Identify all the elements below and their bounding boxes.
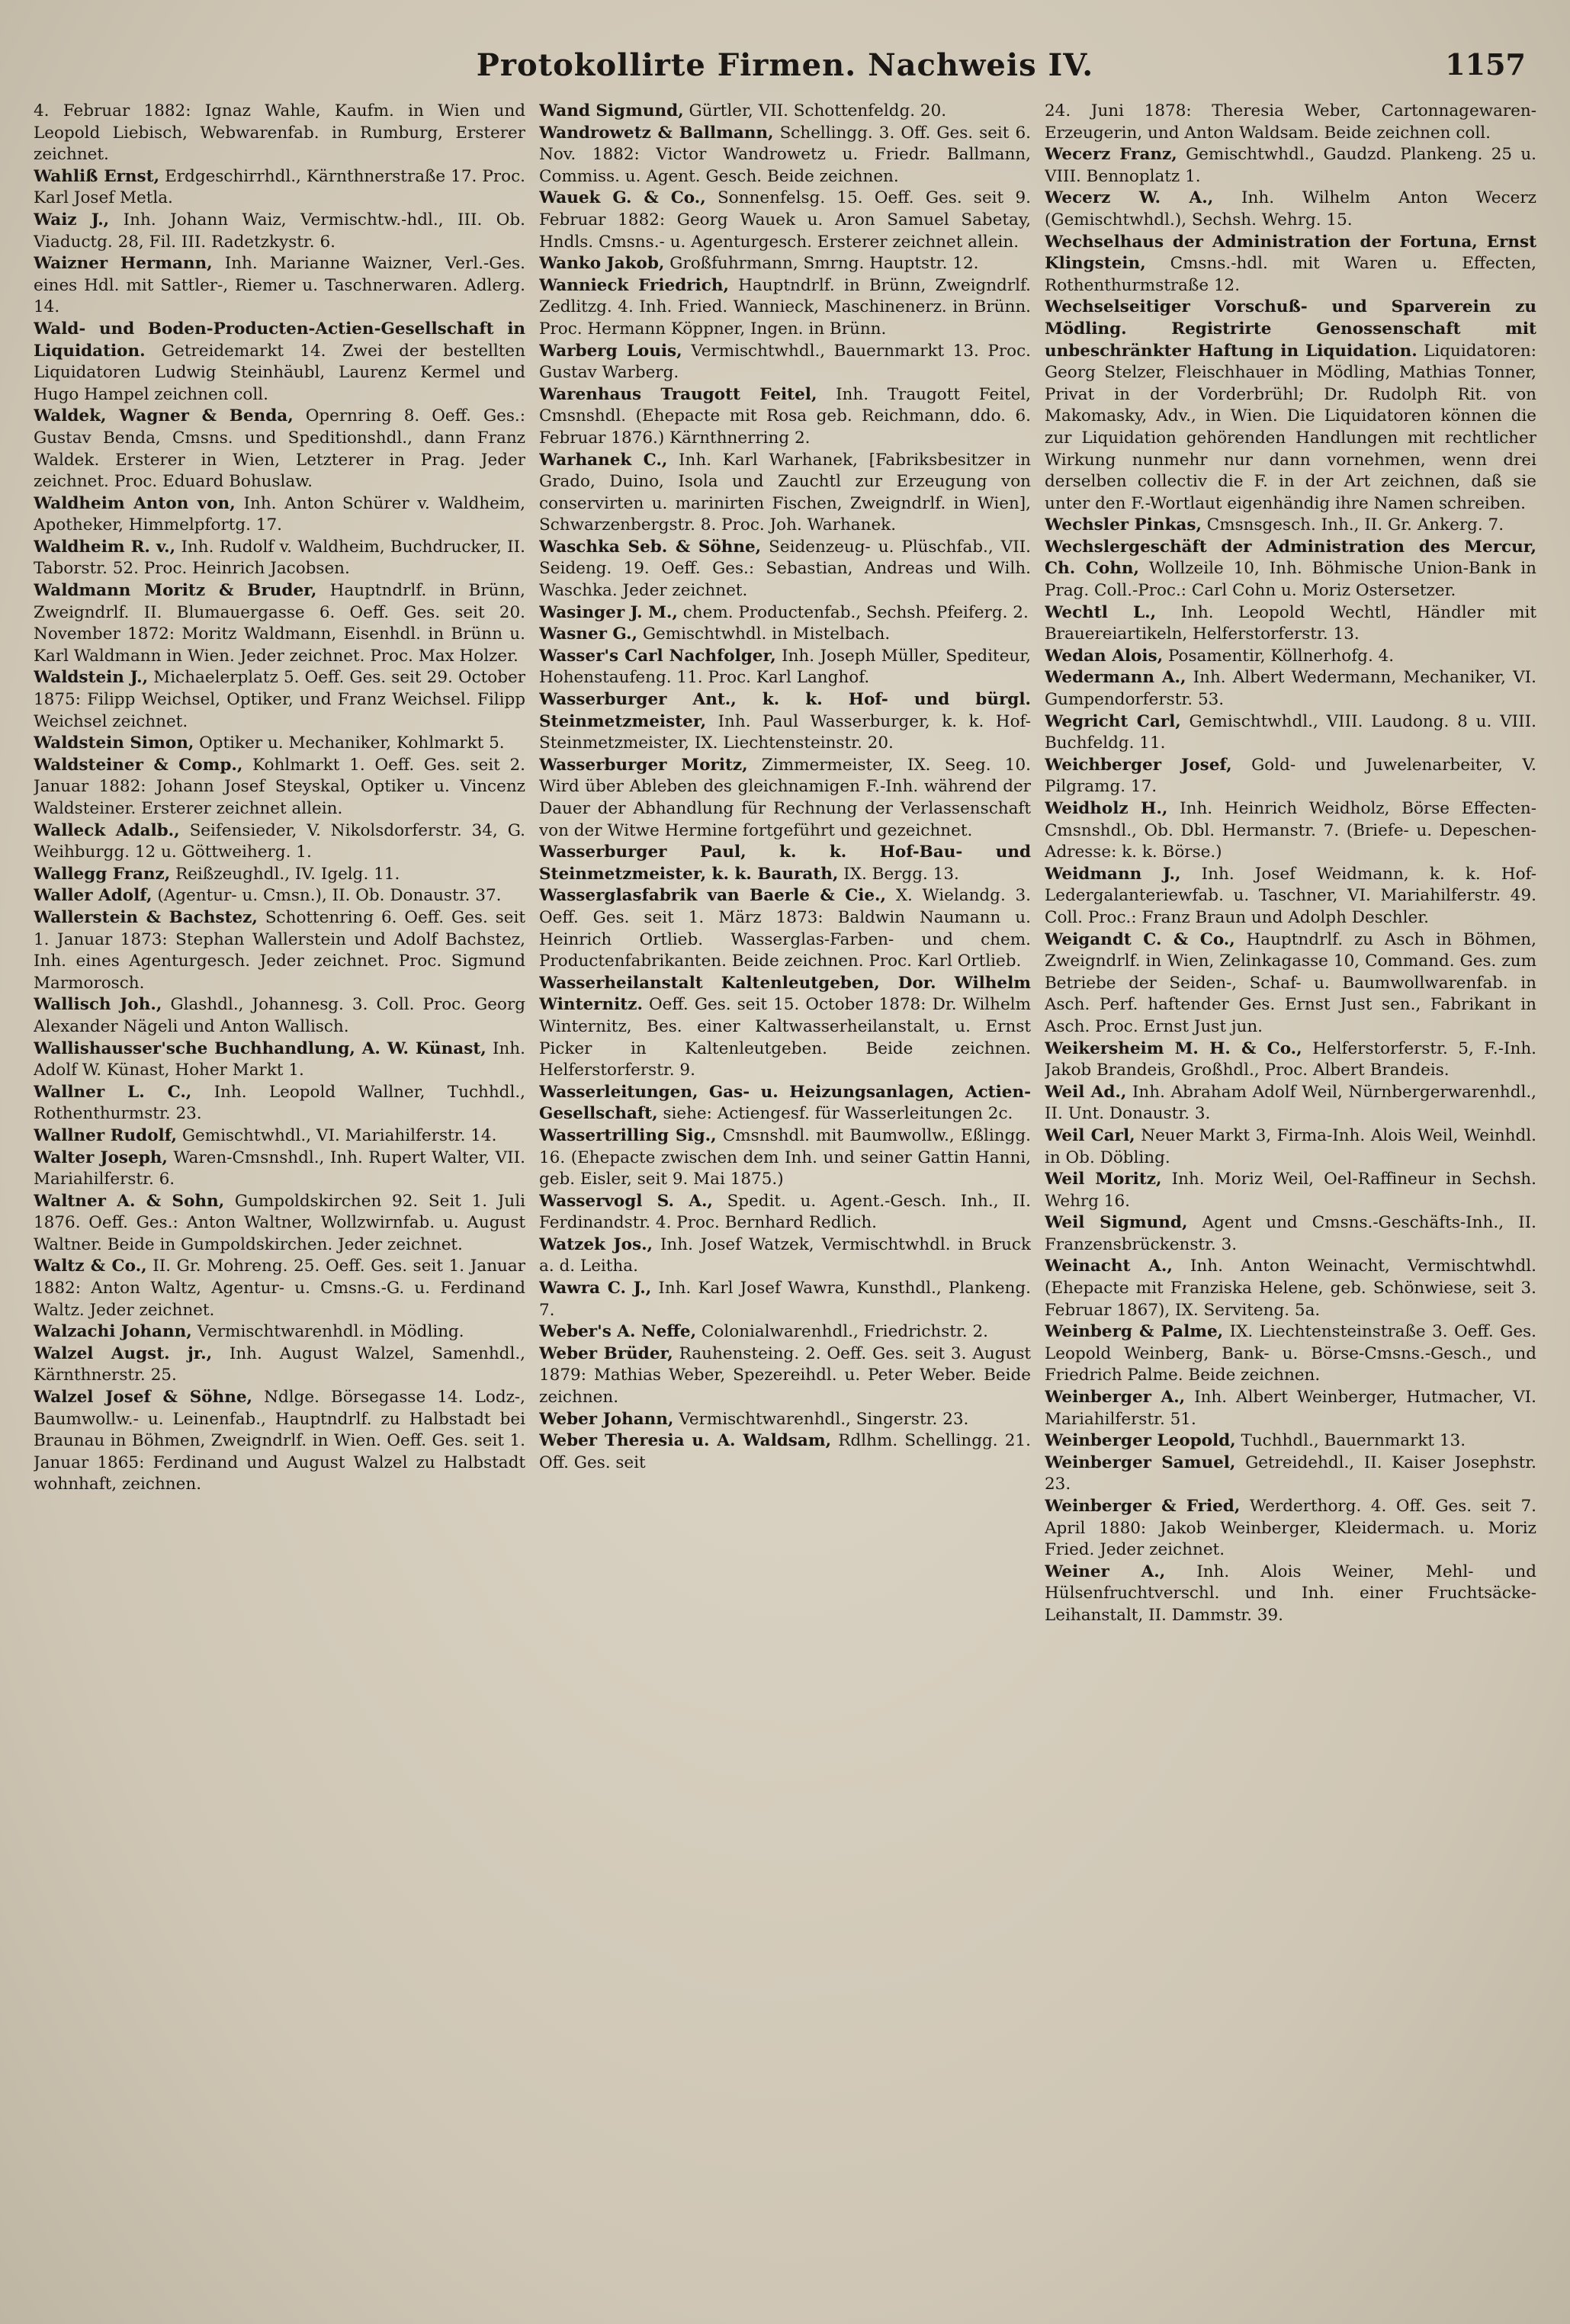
entry-firm-name: Weinberger Leopold, xyxy=(1045,1431,1236,1451)
directory-entry xyxy=(1045,515,1536,537)
entry-firm-name: Wallerstein & Bachstez, xyxy=(34,907,258,927)
directory-entry xyxy=(539,123,1031,188)
directory-entry xyxy=(539,537,1031,602)
directory-entry xyxy=(1045,1212,1536,1256)
entry-text: Gumpoldskirchen 92. Seit 1. Juli 1876. Oeff. Ges.: Anton Waltner, Wollzwirnfab. u. August Waltner. Beide in Gumpoldskirchen. Jeder zeichnet. xyxy=(34,1191,525,1254)
entry-firm-name: Waizner Hermann, xyxy=(34,254,213,274)
entry-firm-name: Weidholz H., xyxy=(1045,799,1168,818)
entry-text: Wollzeile 10, Inh. Böhmische Union-Bank in Prag. Coll.-Proc.: Carl Cohn u. Moriz Ostersetzer. xyxy=(1045,559,1536,601)
entry-firm-name: Wedermann A., xyxy=(1045,668,1186,688)
directory-entry xyxy=(539,1409,1031,1431)
entry-text: Inh. Leopold Wechtl, Händler mit Brauereiartikeln, Helferstorferstr. 13. xyxy=(1045,602,1536,644)
entry-text: Inh. Johann Waiz, Vermischtw.-hdl., III. Ob. Viaductg. 28, Fil. III. Radetzkystr. 6. xyxy=(34,210,525,252)
directory-entry xyxy=(1045,864,1536,929)
directory-entry xyxy=(34,580,525,667)
directory-entry xyxy=(1045,297,1536,515)
directory-entry xyxy=(34,253,525,319)
entry-text: Großfuhrmann, Smrng. Hauptstr. 12. xyxy=(669,254,979,274)
entry-firm-name: Wasinger J. M., xyxy=(539,602,678,622)
directory-entry xyxy=(539,1191,1031,1234)
directory-entry xyxy=(34,319,525,406)
page-title: Protokollirte Firmen. Nachweis IV. xyxy=(476,47,1094,83)
directory-entry xyxy=(34,1038,525,1082)
entry-firm-name: Wanko Jakob, xyxy=(539,254,665,274)
entry-firm-name: Wechslergeschäft der Administration des Mercur, Ch. Cohn, xyxy=(1045,537,1536,579)
entry-firm-name: Wecerz Franz, xyxy=(1045,145,1177,165)
column-1 xyxy=(34,101,525,2297)
directory-entry xyxy=(1045,1169,1536,1212)
entry-text: Kohlmarkt 1. Oeff. Ges. seit 2. Januar 1882: Johann Josef Steyskal, Optiker u. Vincenz Waldsteiner. Ersterer zeichnet allein. xyxy=(34,755,525,818)
directory-entry xyxy=(1045,755,1536,798)
entry-text: Inh. Albert Weinberger, Hutmacher, VI. Mariahilferstr. 51. xyxy=(1045,1388,1536,1429)
directory-entry xyxy=(34,1321,525,1343)
directory-entry xyxy=(539,384,1031,450)
entry-firm-name: Wecerz W. A., xyxy=(1045,188,1214,208)
directory-entry xyxy=(1045,1038,1536,1082)
directory-entry xyxy=(1045,101,1536,144)
entry-firm-name: Wechselhaus der Administration der Fortuna, Ernst Klingstein, xyxy=(1045,232,1536,274)
entry-text: Inh. Josef Watzek, Vermischtwhdl. in Bruck a. d. Leitha. xyxy=(539,1234,1031,1276)
entry-text: Inh. Josef Weidmann, k. k. Hof-Ledergalanteriewfab. u. Taschner, VI. Mariahilferstr. 49. Coll. Proc.: Franz Braun und Adolph Deschler. xyxy=(1045,864,1536,927)
entry-firm-name: Wechsler Pinkas, xyxy=(1045,515,1202,535)
entry-firm-name: Wechtl L., xyxy=(1045,602,1157,622)
entry-firm-name: Waldmann Moritz & Bruder, xyxy=(34,581,317,601)
entry-firm-name: Weichberger Josef, xyxy=(1045,755,1232,775)
entry-text: 24. Juni 1878: Theresia Weber, Cartonnagewaren-Erzeugerin, und Anton Waldsam. Beide zeichnen coll. xyxy=(1045,101,1536,143)
entry-text: Inh. Adolf W. Künast, Hoher Markt 1. xyxy=(34,1038,525,1080)
entry-text: Hauptndrlf. in Brünn, Zweigndrlf. Zedlitzg. 4. Inh. Fried. Wannieck, Maschinenerz. in Brünn. Proc. Hermann Köppner, Ingen. in Brünn. xyxy=(539,275,1031,339)
directory-entry xyxy=(539,101,1031,123)
entry-text: Vermischtwarenhdl., Singerstr. 23. xyxy=(679,1409,969,1429)
directory-entry xyxy=(1045,602,1536,646)
directory-entry xyxy=(34,907,525,994)
directory-entry xyxy=(34,537,525,580)
entry-firm-name: Wasserheilanstalt Kaltenleutgeben, Dor. Wilhelm Winternitz. xyxy=(539,973,1031,1015)
directory-entry xyxy=(1045,188,1536,231)
entry-firm-name: Waldstein Simon, xyxy=(34,733,194,753)
entry-firm-name: Waldek, Wagner & Benda, xyxy=(34,406,294,426)
directory-entry xyxy=(1045,144,1536,188)
entry-text: Inh. Moriz Weil, Oel-Raffineur in Sechsh. Wehrg 16. xyxy=(1045,1170,1536,1211)
entry-text: Zimmermeister, IX. Seeg. 10. Wird über Ableben des gleichnamigen F.-Inh. während der Dauer der Abhandlung für Rechnung der Verlassenschaft von der Witwe Hermine fortgeführt und gezeichnet. xyxy=(539,755,1031,840)
directory-entry xyxy=(1045,929,1536,1038)
entry-text: II. Gr. Mohreng. 25. Oeff. Ges. seit 1. Januar 1882: Anton Waltz, Agentur- u. Cmsns.-G. u. Ferdinand Waltz. Jeder zeichnet. xyxy=(34,1257,525,1320)
entry-firm-name: Weiner A., xyxy=(1045,1562,1166,1581)
entry-firm-name: Warberg Louis, xyxy=(539,341,682,361)
entry-text: Inh. Paul Wasserburger, k. k. Hof-Steinmetzmeister, IX. Liechtensteinstr. 20. xyxy=(539,711,1031,753)
entry-text: Cmsnshdl. mit Baumwollw., Eßlingg. 16. (Ehepacte zwischen dem Inh. und seiner Gattin Hanni, geb. Eisler, seit 9. Mai 1875.) xyxy=(539,1125,1031,1189)
entry-text: Getreidemarkt 14. Zwei der bestellten Liquidatoren Ludwig Steinhäubl, Laurenz Kermel und Hugo Hampel zeichnen coll. xyxy=(34,341,525,404)
entry-firm-name: Walzel Josef & Söhne, xyxy=(34,1388,252,1408)
entry-text: Oeff. Ges. seit 15. October 1878: Dr. Wilhelm Winternitz, Bes. einer Kaltwasserheilanstalt, u. Ernst Picker in Kaltenleutgeben. Beide zeichnen. Helferstorferstr. 9. xyxy=(539,995,1031,1080)
entry-firm-name: Weber's A. Neffe, xyxy=(539,1322,697,1342)
entry-text: Opernring 8. Oeff. Ges.: Gustav Benda, Cmsns. und Speditionshdl., dann Franz Waldek. Ersterer in Wien, Letzterer in Prag. Jeder zeichnet. Proc. Eduard Bohuslaw. xyxy=(34,406,525,492)
directory-entry xyxy=(539,450,1031,537)
directory-entry xyxy=(1045,667,1536,711)
directory-entry xyxy=(539,602,1031,624)
entry-firm-name: Weinberg & Palme, xyxy=(1045,1322,1224,1342)
entry-text: 4. Februar 1882: Ignaz Wahle, Kaufm. in Wien und Leopold Liebisch, Webwarenfab. in Rumburg, Ersterer zeichnet. xyxy=(34,101,525,165)
entry-firm-name: Walter Joseph, xyxy=(34,1148,168,1167)
entry-text: Inh. Anton Weinacht, Vermischtwhdl. (Ehepacte mit Franziska Helene, geb. Schönwiese, seit 3. Februar 1867), IX. Serviteng. 5a. xyxy=(1045,1257,1536,1320)
entry-firm-name: Weinacht A., xyxy=(1045,1257,1173,1276)
entry-firm-name: Weil Ad., xyxy=(1045,1082,1127,1102)
entry-firm-name: Wald- und Boden-Producten-Actien-Gesellschaft in Liquidation. xyxy=(34,319,525,361)
entry-text: Inh. Joseph Müller, Spediteur, Hohenstaufeng. 11. Proc. Karl Langhof. xyxy=(539,646,1031,688)
entry-firm-name: Waldheim R. v., xyxy=(34,537,176,557)
directory-entry xyxy=(34,755,525,820)
entry-firm-name: Warenhaus Traugott Feitel, xyxy=(539,384,817,404)
entry-text: Inh. Abraham Adolf Weil, Nürnbergerwarenhdl., II. Unt. Donaustr. 3. xyxy=(1045,1082,1536,1124)
entry-text: Inh. Alois Weiner, Mehl- und Hülsenfruchtverschl. und Inh. einer Fruchtsäcke-Leihanstalt, II. Dammstr. 39. xyxy=(1045,1562,1536,1625)
entry-firm-name: Weil Carl, xyxy=(1045,1125,1135,1145)
directory-entry xyxy=(34,885,525,907)
entry-text: Cmsns.-hdl. mit Waren u. Effecten, Rothenthurmstraße 12. xyxy=(1045,254,1536,295)
entry-text: Glashdl., Johannesg. 3. Coll. Proc. Georg Alexander Nägeli und Anton Wallisch. xyxy=(34,995,525,1036)
entry-firm-name: Wallner Rudolf, xyxy=(34,1125,177,1145)
directory-entry xyxy=(539,253,1031,275)
directory-entry xyxy=(34,493,525,537)
entry-text: Gürtler, VII. Schottenfeldg. 20. xyxy=(689,101,947,120)
entry-text: Rauhensteing. 2. Oeff. Ges. seit 3. August 1879: Mathias Weber, Spezereihdl. u. Peter Weber. Beide zeichnen. xyxy=(539,1343,1031,1408)
entry-text: Hauptndrlf. in Brünn, Zweigndrlf. II. Blumauergasse 6. Oeff. Ges. seit 20. November 1872: Moritz Waldmann, Eisenhdl. in Brünn u. Karl Waldmann in Wien. Jeder zeichnet. Proc. Max Holzer. xyxy=(34,581,525,666)
entry-text: Gemischtwhdl., VIII. Laudong. 8 u. VIII. Buchfeldg. 11. xyxy=(1045,711,1536,753)
entry-text: Ndlge. Börsegasse 14. Lodz-, Baumwollw.- u. Leinenfab., Hauptndrlf. zu Halbstadt bei Braunau in Böhmen, Zweigndrlf. in Wien. Oeff. Ges. seit 1. Januar 1865: Ferdinand und August Walzel zu Halbstadt wohnhaft, zeichnen. xyxy=(34,1388,525,1494)
entry-text: (Agentur- u. Cmsn.), II. Ob. Donaustr. 37. xyxy=(157,886,502,906)
entry-text: Reißzeughdl., IV. Igelg. 11. xyxy=(175,864,400,884)
entry-firm-name: Weil Sigmund, xyxy=(1045,1213,1188,1233)
directory-entry xyxy=(34,667,525,733)
entry-firm-name: Waltz & Co., xyxy=(34,1257,147,1276)
directory-entry xyxy=(1045,1125,1536,1169)
entry-text: Vermischtwarenhdl. in Mödling. xyxy=(197,1322,464,1342)
entry-firm-name: Wallisch Joh., xyxy=(34,995,162,1015)
entry-firm-name: Wedan Alois, xyxy=(1045,646,1164,666)
entry-text: Seidenzeug- u. Plüschfab., VII. Seideng. 19. Oeff. Ges.: Sebastian, Andreas und Wilh. Waschka. Jeder zeichnet. xyxy=(539,537,1031,601)
directory-entry xyxy=(34,733,525,755)
entry-text: Agent und Cmsns.-Geschäfts-Inh., II. Franzensbrückenstr. 3. xyxy=(1045,1213,1536,1254)
entry-text: Helferstorferstr. 5, F.-Inh. Jakob Brandeis, Großhdl., Proc. Albert Brandeis. xyxy=(1045,1038,1536,1080)
directory-entry xyxy=(34,1256,525,1321)
entry-firm-name: Wallner L. C., xyxy=(34,1082,192,1102)
entry-text: Inh. Traugott Feitel, Cmsnshdl. (Ehepacte mit Rosa geb. Reichmann, ddo. 6. Februar 1876.) Kärnthnerring 2. xyxy=(539,384,1031,448)
entry-firm-name: Weber Johann, xyxy=(539,1409,674,1429)
columns xyxy=(34,101,1536,2297)
entry-firm-name: Weinberger A., xyxy=(1045,1388,1186,1408)
entry-text: Tuchhdl., Bauernmarkt 13. xyxy=(1241,1431,1466,1451)
entry-firm-name: Wawra C. J., xyxy=(539,1279,652,1298)
entry-text: Liquidatoren: Georg Stelzer, Fleischhauer in Mödling, Mathias Tonner, Privat in der Vorderbrühl; Dr. Rudolph Rit. von Makomasky, Adv., in Wien. Die Liquidatoren können die zur Liquidation gehörenden Handlungen mit rechtlicher Wirkung nunmehr nur dann vornehmen, wenn drei derselben collectiv die F. in der Art zeichnen, daß sie unter den F.-Wortlaut eigenhändig ihre Namen schreiben. xyxy=(1045,341,1536,513)
directory-entry xyxy=(1045,232,1536,297)
page-header xyxy=(34,40,1536,90)
entry-firm-name: Wasserburger Paul, k. k. Hof-Bau- und Steinmetzmeister, k. k. Baurath, xyxy=(539,843,1031,884)
page-number: 1157 xyxy=(1445,47,1526,82)
entry-text: Schellingg. 3. Off. Ges. seit 6. Nov. 1882: Victor Wandrowetz u. Friedr. Ballmann, Commiss. u. Agent. Gesch. Beide zeichnen. xyxy=(539,123,1031,186)
directory-entry xyxy=(1045,1256,1536,1321)
entry-firm-name: Weber Brüder, xyxy=(539,1343,673,1363)
entry-text: Sonnenfelsg. 15. Oeff. Ges. seit 9. Februar 1882: Georg Wauek u. Aron Samuel Sabetay, Hndls. Cmsns.- u. Agenturgesch. Ersterer zeichnet allein. xyxy=(539,188,1031,252)
directory-entry xyxy=(539,1430,1031,1474)
entry-firm-name: Waltner A. & Sohn, xyxy=(34,1191,225,1211)
entry-firm-name: Wahliß Ernst, xyxy=(34,166,160,186)
directory-entry xyxy=(539,1321,1031,1343)
entry-text: Vermischtwhdl., Bauernmarkt 13. Proc. Gustav Warberg. xyxy=(539,341,1031,383)
directory-entry xyxy=(1045,798,1536,864)
entry-firm-name: Wechselseitiger Vorschuß- und Sparverein zu Mödling. Registrirte Genossenschaft mit unbeschränkter Haftung in Liquidation. xyxy=(1045,297,1536,361)
entry-firm-name: Wallishausser'sche Buchhandlung, A. W. Künast, xyxy=(34,1038,486,1058)
entry-firm-name: Weinberger Samuel, xyxy=(1045,1452,1236,1472)
entry-text: Gemischtwhdl., Gaudzd. Plankeng. 25 u. VIII. Bennoplatz 1. xyxy=(1045,145,1536,186)
entry-firm-name: Wauek G. & Co., xyxy=(539,188,706,208)
entry-text: Gold- und Juwelenarbeiter, V. Pilgramg. 17. xyxy=(1045,755,1536,797)
directory-entry xyxy=(539,188,1031,253)
directory-entry xyxy=(1045,1321,1536,1387)
entry-firm-name: Wasserburger Ant., k. k. Hof- und bürgl. Steinmetzmeister, xyxy=(539,690,1031,731)
entry-text: Inh. Leopold Wallner, Tuchhdl., Rothenthurmstr. 23. xyxy=(34,1082,525,1124)
entry-text: siehe: Actiengesf. für Wasserleitungen 2c. xyxy=(663,1104,1013,1124)
directory-entry xyxy=(34,1082,525,1125)
entry-text: chem. Productenfab., Sechsh. Pfeiferg. 2. xyxy=(682,602,1029,622)
directory-entry xyxy=(34,994,525,1038)
entry-firm-name: Wasner G., xyxy=(539,624,637,644)
entry-firm-name: Weidmann J., xyxy=(1045,864,1181,884)
directory-entry xyxy=(1045,711,1536,755)
entry-text: Inh. Heinrich Weidholz, Börse Effecten-Cmsnshdl., Ob. Dbl. Hermanstr. 7. (Briefe- u. Depeschen-Adresse: k. k. Börse.) xyxy=(1045,799,1536,862)
entry-firm-name: Wasserglasfabrik van Baerle & Cie., xyxy=(539,886,887,906)
directory-entry xyxy=(34,1343,525,1387)
entry-text: Seifensieder, V. Nikolsdorferstr. 34, G. Weihburgg. 12 u. Göttweiherg. 1. xyxy=(34,820,525,862)
directory-entry xyxy=(539,646,1031,689)
directory-entry xyxy=(1045,1452,1536,1496)
entry-firm-name: Warhanek C., xyxy=(539,450,668,470)
directory-entry xyxy=(539,1343,1031,1409)
entry-text: Gemischtwhdl. in Mistelbach. xyxy=(642,624,891,644)
entry-text: Werderthorg. 4. Off. Ges. seit 7. April 1880: Jakob Weinberger, Kleidermach. u. Moriz Fried. Jeder zeichnet. xyxy=(1045,1497,1536,1560)
directory-entry xyxy=(539,1278,1031,1321)
directory-entry xyxy=(34,1191,525,1257)
entry-text: Gemischtwhdl., VI. Mariahilferstr. 14. xyxy=(181,1125,497,1145)
entry-text: Inh. Anton Schürer v. Waldheim, Apotheker, Himmelpfortg. 17. xyxy=(34,493,525,535)
directory-entry xyxy=(34,210,525,253)
directory-entry xyxy=(34,1148,525,1191)
entry-firm-name: Wasser's Carl Nachfolger, xyxy=(539,646,776,666)
directory-entry xyxy=(1045,646,1536,668)
entry-firm-name: Waschka Seb. & Söhne, xyxy=(539,537,762,557)
directory-entry xyxy=(34,820,525,864)
entry-firm-name: Weber Theresia u. A. Waldsam, xyxy=(539,1431,832,1451)
entry-text: Michaelerplatz 5. Oeff. Ges. seit 29. October 1875: Filipp Weichsel, Optiker, und Franz Weichsel. Filipp Weichsel zeichnet. xyxy=(34,668,525,731)
entry-text: Inh. Karl Josef Wawra, Kunsthdl., Plankeng. 7. xyxy=(539,1279,1031,1320)
entry-firm-name: Waldsteiner & Comp., xyxy=(34,755,243,775)
entry-firm-name: Wasservogl S. A., xyxy=(539,1191,713,1211)
entry-firm-name: Waller Adolf, xyxy=(34,886,153,906)
entry-text: Inh. Marianne Waizner, Verl.-Ges. eines Hdl. mit Sattler-, Riemer u. Taschnerwaren. Adlerg. 14. xyxy=(34,254,525,317)
directory-entry xyxy=(1045,1496,1536,1562)
entry-firm-name: Weil Moritz, xyxy=(1045,1170,1162,1189)
entry-text: Inh. Rudolf v. Waldheim, Buchdrucker, II. Taborstr. 52. Proc. Heinrich Jacobsen. xyxy=(34,537,525,579)
directory-entry xyxy=(34,864,525,886)
entry-text: Inh. Albert Wedermann, Mechaniker, VI. Gumpendorferstr. 53. xyxy=(1045,668,1536,710)
entry-firm-name: Wasserburger Moritz, xyxy=(539,755,748,775)
directory-entry xyxy=(1045,1387,1536,1430)
directory-entry xyxy=(539,755,1031,842)
entry-firm-name: Walleck Adalb., xyxy=(34,820,180,840)
directory-entry xyxy=(1045,537,1536,602)
entry-firm-name: Wand Sigmund, xyxy=(539,101,684,120)
directory-entry xyxy=(539,1082,1031,1125)
entry-text: Getreidehdl., II. Kaiser Josephstr. 23. xyxy=(1045,1452,1536,1494)
directory-entry xyxy=(1045,1430,1536,1452)
column-3 xyxy=(1045,101,1536,2297)
entry-text: Inh. Wilhelm Anton Wecerz (Gemischtwhdl.), Sechsh. Wehrg. 15. xyxy=(1045,188,1536,230)
entry-firm-name: Wasserleitungen, Gas- u. Heizungsanlagen, Actien-Gesellschaft, xyxy=(539,1082,1031,1124)
entry-firm-name: Wegricht Carl, xyxy=(1045,711,1181,731)
directory-entry xyxy=(34,406,525,493)
directory-entry xyxy=(539,1125,1031,1191)
entry-firm-name: Waiz J., xyxy=(34,210,110,230)
entry-firm-name: Wannieck Friedrich, xyxy=(539,275,729,295)
entry-text: Colonialwarenhdl., Friedrichstr. 2. xyxy=(701,1322,988,1342)
entry-text: X. Wielandg. 3. Oeff. Ges. seit 1. März 1873: Baldwin Naumann u. Heinrich Ortlieb. Wasserglas-Farben- und chem. Productenfabrikanten. Beide zeichnen. Proc. Karl Ortlieb. xyxy=(539,886,1031,971)
directory-entry xyxy=(539,624,1031,646)
entry-firm-name: Weikersheim M. H. & Co., xyxy=(1045,1038,1302,1058)
directory-entry xyxy=(1045,1082,1536,1125)
entry-firm-name: Waldheim Anton von, xyxy=(34,493,236,513)
directory-entry xyxy=(539,842,1031,885)
entry-text: Neuer Markt 3, Firma-Inh. Alois Weil, Weinhdl. in Ob. Döbling. xyxy=(1045,1125,1536,1167)
entry-firm-name: Weigandt C. & Co., xyxy=(1045,929,1235,949)
entry-firm-name: Waldstein J., xyxy=(34,668,149,688)
directory-entry xyxy=(539,341,1031,384)
column-2 xyxy=(539,101,1031,2297)
directory-entry xyxy=(34,1387,525,1496)
entry-text: Optiker u. Mechaniker, Kohlmarkt 5. xyxy=(199,733,505,753)
entry-text: Hauptndrlf. zu Asch in Böhmen, Zweigndrlf. in Wien, Zelinkagasse 10, Command. Ges. zum Betriebe der Seiden-, Schaf- u. Baumwollwarenfab. in Asch. Perf. haftender Ges. Ernst Just sen., Fabrikant in Asch. Proc. Ernst Just jun. xyxy=(1045,929,1536,1036)
directory-entry xyxy=(34,166,525,210)
directory-entry xyxy=(539,885,1031,972)
directory-entry xyxy=(539,1234,1031,1278)
entry-text: Erdgeschirrhdl., Kärnthnerstraße 17. Proc. Karl Josef Metla. xyxy=(34,166,525,208)
entry-text: Inh. August Walzel, Samenhdl., Kärnthnerstr. 25. xyxy=(34,1343,525,1385)
entry-text: Rdlhm. Schellingg. 21. Off. Ges. seit xyxy=(539,1431,1031,1472)
entry-text: Cmsnsgesch. Inh., II. Gr. Ankerg. 7. xyxy=(1206,515,1504,535)
entry-text: Posamentir, Köllnerhofg. 4. xyxy=(1167,646,1395,666)
entry-text: IX. Bergg. 13. xyxy=(843,864,959,884)
directory-entry xyxy=(34,101,525,166)
entry-firm-name: Wassertrilling Sig., xyxy=(539,1125,717,1145)
entry-text: Schottenring 6. Oeff. Ges. seit 1. Januar 1873: Stephan Wallerstein und Adolf Bachstez, Inh. eines Agenturgesch. Jeder zeichnet. Proc. Sigmund Marmorosch. xyxy=(34,907,525,993)
directory-entry xyxy=(539,689,1031,755)
directory-entry xyxy=(539,275,1031,341)
entry-firm-name: Wandrowetz & Ballmann, xyxy=(539,123,774,143)
entry-text: IX. Liechtensteinstraße 3. Oeff. Ges. Leopold Weinberg, Bank- u. Börse-Cmsns.-Gesch., und Friedrich Palme. Beide zeichnen. xyxy=(1045,1322,1536,1385)
entry-firm-name: Walzachi Johann, xyxy=(34,1322,192,1342)
directory-entry xyxy=(539,973,1031,1082)
entry-firm-name: Wallegg Franz, xyxy=(34,864,171,884)
directory-entry xyxy=(1045,1562,1536,1627)
entry-text: Inh. Karl Warhanek, [Fabriksbesitzer in Grado, Duino, Isola und Zauchtl zur Erzeugung von conservirten u. marinirten Fischen, Zweigndrlf. in Wien], Schwarzenbergstr. 8. Proc. Joh. Warhanek. xyxy=(539,450,1031,535)
directory-entry xyxy=(34,1125,525,1148)
entry-text: Spedit. u. Agent.-Gesch. Inh., II. Ferdinandstr. 4. Proc. Bernhard Redlich. xyxy=(539,1191,1031,1233)
entry-firm-name: Walzel Augst. jr., xyxy=(34,1343,213,1363)
entry-text: Waren-Cmsnshdl., Inh. Rupert Walter, VII. Mariahilferstr. 6. xyxy=(34,1148,525,1189)
entry-firm-name: Weinberger & Fried, xyxy=(1045,1497,1241,1516)
entry-firm-name: Watzek Jos., xyxy=(539,1234,653,1254)
